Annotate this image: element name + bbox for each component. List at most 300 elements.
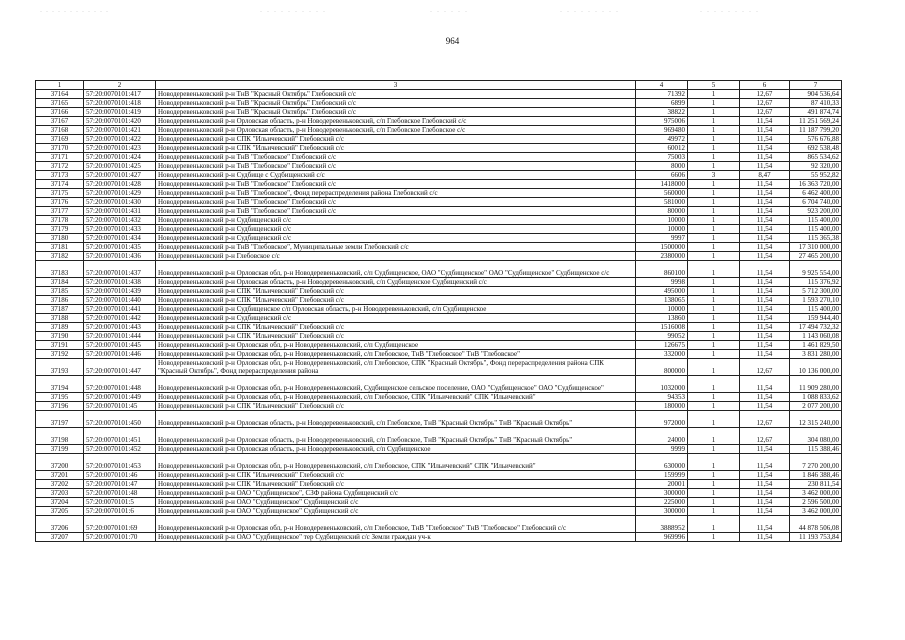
cell-k: 1 — [688, 162, 740, 171]
cell-code: 57:20:0070101:436 — [84, 252, 156, 261]
cell-area: 80000 — [636, 207, 688, 216]
cell-n: 37196 — [36, 402, 84, 411]
cell-rate: 12,67 — [740, 99, 790, 108]
cell-sum: 17 310 000,00 — [790, 243, 842, 252]
cell-code: 57:20:0070101:70 — [84, 533, 156, 542]
cell-code: 57:20:0070101:440 — [84, 296, 156, 305]
cell-sum: 923 200,00 — [790, 207, 842, 216]
cell-desc: Новодеревеньковский р-н ТнВ "Глебовское" Глебовский с/с — [156, 153, 636, 162]
cell-sum: 159 944,40 — [790, 314, 842, 323]
table-row — [36, 350, 842, 359]
cell-desc: Новодеревеньковский р-н Судбищенский с/с — [156, 234, 636, 243]
cell-sum: 115 400,00 — [790, 305, 842, 314]
cell-desc: Новодеревеньковский р-н ТнВ "Глебовское" Глебовский с/с — [156, 180, 636, 189]
cell-sum: 11 251 569,24 — [790, 117, 842, 126]
cell-area: 9998 — [636, 278, 688, 287]
cell-k: 1 — [688, 99, 740, 108]
table-row — [36, 428, 842, 445]
cell-rate: 11,54 — [740, 454, 790, 471]
cell-code: 57:20:0070101:442 — [84, 314, 156, 323]
header-cell: 1 — [36, 81, 84, 90]
cell-k: 1 — [688, 225, 740, 234]
cell-desc: Новодеревеньковский р-н СПК "Ильичевский" Глебовский с/с — [156, 296, 636, 305]
cell-k: 1 — [688, 350, 740, 359]
cell-area: 49972 — [636, 135, 688, 144]
table-row — [36, 323, 842, 332]
cell-k: 1 — [688, 296, 740, 305]
cell-desc: Новодеревеньковский р-н ТнВ "Красный Октябрь" Глебовский с/с — [156, 90, 636, 99]
cell-rate: 11,54 — [740, 507, 790, 516]
cell-code: 57:20:0070101:422 — [84, 135, 156, 144]
cell-desc: Новодеревеньковский р-н СПК "Ильичевский" Глебовский с/с — [156, 332, 636, 341]
table-row — [36, 252, 842, 261]
cell-code: 57:20:0070101:69 — [84, 516, 156, 533]
cell-rate: 11,54 — [740, 180, 790, 189]
cell-sum: 1 143 060,08 — [790, 332, 842, 341]
cell-sum: 304 080,00 — [790, 428, 842, 445]
table-header-row — [36, 81, 842, 90]
cell-rate: 11,54 — [740, 234, 790, 243]
cell-rate: 11,54 — [740, 489, 790, 498]
cell-n: 37179 — [36, 225, 84, 234]
table-row — [36, 314, 842, 323]
cell-rate: 11,54 — [740, 445, 790, 454]
cell-k: 1 — [688, 207, 740, 216]
cell-n: 37167 — [36, 117, 84, 126]
cell-area: 2380000 — [636, 252, 688, 261]
table-row — [36, 162, 842, 171]
cell-sum: 3 831 280,00 — [790, 350, 842, 359]
cell-sum: 11 187 799,20 — [790, 126, 842, 135]
cell-k: 1 — [688, 471, 740, 480]
cell-desc: Новодеревеньковский р-н СПК "Ильичевский" Глебовский с/с — [156, 144, 636, 153]
table-row — [36, 117, 842, 126]
cell-n: 37174 — [36, 180, 84, 189]
table-row — [36, 341, 842, 350]
cell-desc: Новодеревеньковский р-н Судбищенский с/с — [156, 314, 636, 323]
cell-sum: 6 704 740,00 — [790, 198, 842, 207]
cell-sum: 2 596 500,00 — [790, 498, 842, 507]
cell-desc: Новодеревеньковский р-н Орловская область, р-н Новодеревеньковский, с/п Глебовское Глебовский с/с — [156, 117, 636, 126]
cell-area: 800000 — [636, 359, 688, 376]
cell-sum: 87 410,33 — [790, 99, 842, 108]
cell-k: 1 — [688, 252, 740, 261]
cell-n: 37206 — [36, 516, 84, 533]
header-cell: 7 — [790, 81, 842, 90]
cell-sum: 1 461 829,50 — [790, 341, 842, 350]
cell-rate: 11,54 — [740, 117, 790, 126]
cell-desc: Новодеревеньковский р-н Орловская обл, р-н Новодеревеньковский, с/п Судбищенское — [156, 341, 636, 350]
cell-desc: Новодеревеньковский р-н Орловская область, р-н Новодеревеньковский, с/п Судбищенское — [156, 445, 636, 454]
cell-k: 1 — [688, 411, 740, 428]
cell-desc: Новодеревеньковский р-н Орловская область, р-н Новодеревеньковский, с/п Судбищенское Судбищенский с/с — [156, 278, 636, 287]
cell-rate: 11,54 — [740, 261, 790, 278]
cell-sum: 1 088 833,62 — [790, 393, 842, 402]
cell-area: 630000 — [636, 454, 688, 471]
cell-rate: 11,54 — [740, 278, 790, 287]
cell-area: 13860 — [636, 314, 688, 323]
cell-desc: Новодеревеньковский р-н ТнВ "Глебовское" Глебовский с/с — [156, 207, 636, 216]
cell-area: 225000 — [636, 498, 688, 507]
cell-rate: 11,54 — [740, 471, 790, 480]
cell-desc: Новодеревеньковский р-н ТнВ "Глебовское" Глебовский с/с — [156, 162, 636, 171]
registry-table — [35, 80, 842, 542]
cell-k: 1 — [688, 198, 740, 207]
table-row — [36, 480, 842, 489]
cell-area: 495000 — [636, 287, 688, 296]
cell-area: 581000 — [636, 198, 688, 207]
cell-n: 37194 — [36, 376, 84, 393]
cell-rate: 12,67 — [740, 90, 790, 99]
table-row — [36, 234, 842, 243]
cell-desc: Новодеревеньковский р-н ОАО "Судбищенское" Судбищенский с/с — [156, 507, 636, 516]
cell-n: 37204 — [36, 498, 84, 507]
cell-k: 1 — [688, 533, 740, 542]
cell-code: 57:20:0070101:430 — [84, 198, 156, 207]
cell-code: 57:20:0070101:452 — [84, 445, 156, 454]
cell-n: 37183 — [36, 261, 84, 278]
cell-n: 37172 — [36, 162, 84, 171]
cell-area: 1032000 — [636, 376, 688, 393]
cell-code: 57:20:0070101:447 — [84, 359, 156, 376]
cell-code: 57:20:0070101:451 — [84, 428, 156, 445]
cell-area: 75003 — [636, 153, 688, 162]
cell-desc: Новодеревеньковский р-н Судбищенский с/с — [156, 225, 636, 234]
cell-desc: Новодеревеньковский р-н Орловская область, р-н Новодеревеньковский, с/п Глебовское, ТнВ "Красный Октябрь" ТнВ "Красный Октябрь" — [156, 428, 636, 445]
cell-sum: 27 465 200,00 — [790, 252, 842, 261]
cell-sum: 576 676,88 — [790, 135, 842, 144]
cell-code: 57:20:0070101:446 — [84, 350, 156, 359]
cell-k: 1 — [688, 305, 740, 314]
table-row — [36, 411, 842, 428]
cell-sum: 115 400,00 — [790, 216, 842, 225]
cell-sum: 1 593 270,10 — [790, 296, 842, 305]
table-row — [36, 305, 842, 314]
cell-desc: Новодеревеньковский р-н Судбищенское с/п Орловская область, р-н Новодеревеньковский, с/п Судбищенское — [156, 305, 636, 314]
cell-n: 37177 — [36, 207, 84, 216]
cell-area: 9997 — [636, 234, 688, 243]
cell-k: 1 — [688, 393, 740, 402]
cell-k: 1 — [688, 376, 740, 393]
cell-code: 57:20:0070101:420 — [84, 117, 156, 126]
cell-k: 1 — [688, 428, 740, 445]
cell-sum: 115 388,46 — [790, 445, 842, 454]
cell-rate: 11,54 — [740, 135, 790, 144]
cell-area: 24000 — [636, 428, 688, 445]
cell-area: 975006 — [636, 117, 688, 126]
cell-n: 37171 — [36, 153, 84, 162]
cell-desc: Новодеревеньковский р-н СПК "Ильичевский" Глебовский с/с — [156, 287, 636, 296]
cell-n: 37168 — [36, 126, 84, 135]
cell-desc: Новодеревеньковский р-н СПК "Ильичевский" Глебовский с/с — [156, 402, 636, 411]
cell-rate: 8,47 — [740, 171, 790, 180]
cell-rate: 11,54 — [740, 314, 790, 323]
cell-k: 1 — [688, 516, 740, 533]
cell-area: 71392 — [636, 90, 688, 99]
cell-area: 6899 — [636, 99, 688, 108]
page-number: 964 — [445, 36, 460, 46]
cell-code: 57:20:0070101:435 — [84, 243, 156, 252]
cell-area: 332000 — [636, 350, 688, 359]
cell-code: 57:20:0070101:423 — [84, 144, 156, 153]
cell-area: 969480 — [636, 126, 688, 135]
cell-area: 60012 — [636, 144, 688, 153]
cell-k: 1 — [688, 278, 740, 287]
cell-sum: 17 494 732,32 — [790, 323, 842, 332]
cell-desc: Новодеревеньковский р-н ТнВ "Красный Октябрь" Глебовский с/с — [156, 99, 636, 108]
cell-sum: 44 878 506,08 — [790, 516, 842, 533]
table-row — [36, 90, 842, 99]
cell-rate: 11,54 — [740, 198, 790, 207]
cell-desc: Новодеревеньковский р-н Орловская обл, р-н Новодеревеньковский, Судбищенское сельское поселение, ОАО "Судбищенское" ОАО "Судбищенское" — [156, 376, 636, 393]
cell-n: 37189 — [36, 323, 84, 332]
cell-sum: 11 909 280,00 — [790, 376, 842, 393]
cell-code: 57:20:0070101:48 — [84, 489, 156, 498]
cell-rate: 11,54 — [740, 126, 790, 135]
cell-code: 57:20:0070101:45 — [84, 402, 156, 411]
cell-code: 57:20:0070101:425 — [84, 162, 156, 171]
cell-rate: 11,54 — [740, 207, 790, 216]
scan-header-marks — [0, 10, 905, 12]
cell-rate: 11,54 — [740, 402, 790, 411]
table-row — [36, 533, 842, 542]
cell-k: 1 — [688, 480, 740, 489]
cell-code: 57:20:0070101:418 — [84, 99, 156, 108]
cell-sum: 92 320,00 — [790, 162, 842, 171]
cell-k: 1 — [688, 180, 740, 189]
cell-code: 57:20:0070101:424 — [84, 153, 156, 162]
cell-area: 300000 — [636, 489, 688, 498]
cell-k: 1 — [688, 153, 740, 162]
cell-k: 1 — [688, 314, 740, 323]
table-row — [36, 189, 842, 198]
cell-n: 37201 — [36, 471, 84, 480]
cell-area: 972000 — [636, 411, 688, 428]
cell-code: 57:20:0070101:428 — [84, 180, 156, 189]
cell-rate: 11,54 — [740, 480, 790, 489]
cell-n: 37200 — [36, 454, 84, 471]
table-row — [36, 144, 842, 153]
cell-n: 37202 — [36, 480, 84, 489]
header-cell: 2 — [84, 81, 156, 90]
table-row — [36, 332, 842, 341]
cell-desc: Новодеревеньковский р-н Орловская обл, р-н Новодеревеньковский, с/п Судбищенское, ОАО "Судбищенское" ОАО "Судбищенское" Судбищенское с/с — [156, 261, 636, 278]
table-row — [36, 393, 842, 402]
cell-rate: 12,67 — [740, 359, 790, 376]
cell-n: 37192 — [36, 350, 84, 359]
cell-desc: Новодеревеньковский р-н ТнВ "Глебовское", Фонд перераспределения района Глебовский с/с — [156, 189, 636, 198]
cell-sum: 6 462 400,00 — [790, 189, 842, 198]
cell-k: 1 — [688, 117, 740, 126]
table-row — [36, 135, 842, 144]
cell-n: 37188 — [36, 314, 84, 323]
cell-n: 37197 — [36, 411, 84, 428]
cell-desc: Новодеревеньковский р-н Орловская обл, р-н Новодеревеньковский, с/п Глебовское, ТнВ "Глебовское" ТнВ "Глебовское" — [156, 350, 636, 359]
cell-sum: 9 925 554,00 — [790, 261, 842, 278]
cell-code: 57:20:0070101:432 — [84, 216, 156, 225]
table-row — [36, 471, 842, 480]
table-row — [36, 108, 842, 117]
cell-area: 20001 — [636, 480, 688, 489]
cell-code: 57:20:0070101:441 — [84, 305, 156, 314]
cell-k: 1 — [688, 234, 740, 243]
cell-sum: 692 538,48 — [790, 144, 842, 153]
table-row — [36, 445, 842, 454]
table-row — [36, 207, 842, 216]
cell-desc: Новодеревеньковский р-н ОАО "Судбищенское", СЗФ района Судбищенский с/с — [156, 489, 636, 498]
cell-rate: 11,54 — [740, 153, 790, 162]
cell-desc: Новодеревеньковский р-н СПК "Ильичевский" Глебовский с/с — [156, 471, 636, 480]
cell-code: 57:20:0070101:433 — [84, 225, 156, 234]
cell-n: 37185 — [36, 287, 84, 296]
cell-code: 57:20:0070101:5 — [84, 498, 156, 507]
cell-k: 1 — [688, 287, 740, 296]
cell-n: 37199 — [36, 445, 84, 454]
cell-code: 57:20:0070101:448 — [84, 376, 156, 393]
cell-n: 37176 — [36, 198, 84, 207]
header-cell: 3 — [156, 81, 636, 90]
table-row — [36, 216, 842, 225]
cell-area: 1500000 — [636, 243, 688, 252]
cell-desc: Новодеревеньковский р-н ТнВ "Глебовское" Глебовский с/с — [156, 198, 636, 207]
table-row — [36, 296, 842, 305]
table-row — [36, 402, 842, 411]
cell-sum: 1 846 388,46 — [790, 471, 842, 480]
cell-n: 37170 — [36, 144, 84, 153]
cell-code: 57:20:0070101:419 — [84, 108, 156, 117]
cell-area: 99052 — [636, 332, 688, 341]
cell-n: 37186 — [36, 296, 84, 305]
cell-sum: 5 712 300,00 — [790, 287, 842, 296]
cell-n: 37184 — [36, 278, 84, 287]
cell-desc: Новодеревеньковский р-н СПК "Ильичевский" Глебовский с/с — [156, 323, 636, 332]
cell-code: 57:20:0070101:6 — [84, 507, 156, 516]
cell-area: 10000 — [636, 225, 688, 234]
cell-n: 37195 — [36, 393, 84, 402]
cell-desc: Новодеревеньковский р-н Орловская область, р-н Новодеревеньковский, с/п Глебовское, ТнВ "Красный Октябрь" ТнВ "Красный Октябрь" — [156, 411, 636, 428]
header-cell: 5 — [688, 81, 740, 90]
cell-area: 126675 — [636, 341, 688, 350]
cell-area: 1418000 — [636, 180, 688, 189]
cell-desc: Новодеревеньковский р-н ТнВ "Глебовское", Муниципальные земли Глебовский с/с — [156, 243, 636, 252]
cell-n: 37180 — [36, 234, 84, 243]
cell-k: 1 — [688, 261, 740, 278]
table-row — [36, 278, 842, 287]
cell-k: 1 — [688, 489, 740, 498]
cell-n: 37164 — [36, 90, 84, 99]
cell-area: 180000 — [636, 402, 688, 411]
cell-sum: 2 077 200,00 — [790, 402, 842, 411]
cell-rate: 11,54 — [740, 498, 790, 507]
cell-sum: 12 315 240,00 — [790, 411, 842, 428]
cell-sum: 491 874,74 — [790, 108, 842, 117]
cell-desc: Новодеревеньковский р-н Судбищенский с/с — [156, 216, 636, 225]
cell-n: 37187 — [36, 305, 84, 314]
table-row — [36, 261, 842, 278]
cell-rate: 11,54 — [740, 287, 790, 296]
cell-code: 57:20:0070101:47 — [84, 480, 156, 489]
table-row — [36, 153, 842, 162]
cell-code: 57:20:0070101:417 — [84, 90, 156, 99]
cell-sum: 3 462 000,00 — [790, 507, 842, 516]
cell-sum: 16 363 720,00 — [790, 180, 842, 189]
table-row — [36, 243, 842, 252]
cell-sum: 865 534,62 — [790, 153, 842, 162]
table-row — [36, 376, 842, 393]
cell-area: 38822 — [636, 108, 688, 117]
cell-k: 1 — [688, 135, 740, 144]
cell-area: 1516008 — [636, 323, 688, 332]
cell-n: 37191 — [36, 341, 84, 350]
cell-rate: 11,54 — [740, 350, 790, 359]
cell-k: 1 — [688, 359, 740, 376]
table-row — [36, 126, 842, 135]
cell-sum: 7 270 200,00 — [790, 454, 842, 471]
cell-code: 57:20:0070101:438 — [84, 278, 156, 287]
table-row — [36, 359, 842, 376]
cell-rate: 11,54 — [740, 162, 790, 171]
cell-k: 1 — [688, 454, 740, 471]
cell-sum: 230 811,54 — [790, 480, 842, 489]
cell-code: 57:20:0070101:453 — [84, 454, 156, 471]
cell-rate: 11,54 — [740, 252, 790, 261]
cell-k: 1 — [688, 402, 740, 411]
cell-area: 10000 — [636, 216, 688, 225]
cell-sum: 3 462 000,00 — [790, 489, 842, 498]
table-row — [36, 99, 842, 108]
table-row — [36, 171, 842, 180]
table-row — [36, 287, 842, 296]
cell-desc: Новодеревеньковский р-н Глебовское с/с — [156, 252, 636, 261]
cell-code: 57:20:0070101:443 — [84, 323, 156, 332]
cell-k: 1 — [688, 216, 740, 225]
cell-n: 37173 — [36, 171, 84, 180]
cell-k: 1 — [688, 126, 740, 135]
cell-desc: Новодеревеньковский р-н ОАО "Судбищенское" Судбищенский с/с — [156, 498, 636, 507]
cell-rate: 11,54 — [740, 341, 790, 350]
cell-n: 37169 — [36, 135, 84, 144]
cell-n: 37175 — [36, 189, 84, 198]
cell-sum: 115 365,38 — [790, 234, 842, 243]
cell-area: 969996 — [636, 533, 688, 542]
cell-desc: Новодеревеньковский р-н СПК "Ильичевский" Глебовский с/с — [156, 480, 636, 489]
cell-rate: 11,54 — [740, 296, 790, 305]
cell-sum: 904 536,64 — [790, 90, 842, 99]
cell-area: 9999 — [636, 445, 688, 454]
cell-desc: Новодеревеньковский р-н Орловская обл, р-н Новодеревеньковский, с/п Глебовское, СПК "Красный Октябрь", Фонд перераспределения района СПК "Красный Октябрь", Фонд перераспределения района — [156, 359, 636, 376]
cell-k: 1 — [688, 498, 740, 507]
cell-rate: 12,67 — [740, 108, 790, 117]
cell-rate: 12,67 — [740, 428, 790, 445]
cell-area: 300000 — [636, 507, 688, 516]
cell-code: 57:20:0070101:434 — [84, 234, 156, 243]
table-row — [36, 225, 842, 234]
cell-sum: 11 193 753,84 — [790, 533, 842, 542]
cell-rate: 11,54 — [740, 216, 790, 225]
cell-n: 37165 — [36, 99, 84, 108]
cell-n: 37190 — [36, 332, 84, 341]
cell-n: 37207 — [36, 533, 84, 542]
cell-rate: 11,54 — [740, 393, 790, 402]
cell-sum: 55 952,82 — [790, 171, 842, 180]
cell-k: 1 — [688, 323, 740, 332]
cell-desc: Новодеревеньковский р-н Орловская область, р-н Новодеревеньковский, с/п Глебовское Глебовское с/с — [156, 126, 636, 135]
cell-k: 1 — [688, 189, 740, 198]
cell-n: 37182 — [36, 252, 84, 261]
cell-code: 57:20:0070101:444 — [84, 332, 156, 341]
cell-n: 37166 — [36, 108, 84, 117]
cell-n: 37181 — [36, 243, 84, 252]
